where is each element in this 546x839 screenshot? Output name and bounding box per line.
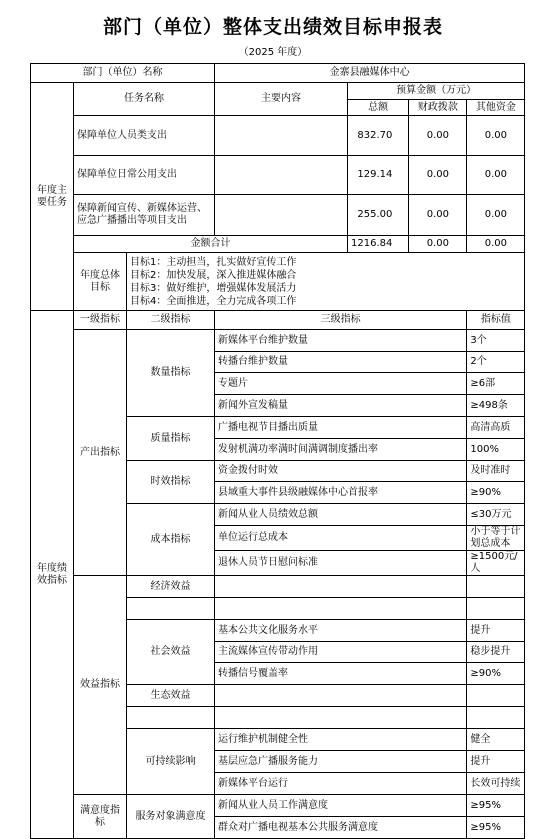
indicator-name: 新媒体平台维护数量	[215, 330, 467, 352]
indicator-name: 广播电视节目播出质量	[215, 417, 467, 439]
indicator-name	[215, 576, 467, 598]
indicator-name: 发射机满功率满时间满调制度播出率	[215, 439, 467, 461]
indicator-value: 3个	[467, 330, 525, 352]
task-sum-row	[31, 236, 525, 253]
indicator-value: 健全	[467, 729, 525, 751]
output-indicator-label: 产出指标	[74, 330, 127, 576]
cost-label: 成本指标	[127, 504, 215, 576]
indicator-name: 新媒体平台运行	[215, 773, 467, 795]
indicator-name: 群众对广播电视基本公共服务满意度	[215, 817, 467, 839]
task-row	[31, 156, 525, 195]
header-budget: 预算金额（万元）	[348, 83, 525, 100]
header-level2: 二级指标	[127, 311, 215, 330]
indicator-name: 转播信号覆盖率	[215, 663, 467, 685]
goals-cell	[127, 253, 525, 311]
indicator-name: 新闻外宣发稿量	[215, 395, 467, 417]
dept-name-value: 金寨县融媒体中心	[215, 64, 525, 83]
tasks-side-label: 年度主要任务	[31, 83, 74, 311]
economic-label: 经济效益	[127, 576, 215, 598]
indicator-name: 新闻从业人员工作满意度	[215, 795, 467, 817]
indicator-value: 提升	[467, 620, 525, 642]
indicator-value: ≥95%	[467, 817, 525, 839]
sum-fiscal: 0.00	[409, 236, 467, 253]
indicator-value: 100%	[467, 439, 525, 461]
indicator-value: 高清高质	[467, 417, 525, 439]
task-name: 保障单位日常公用支出	[74, 156, 215, 195]
indicator-value: ≥90%	[467, 663, 525, 685]
indicator-name: 基层应急广播服务能力	[215, 751, 467, 773]
task-total: 129.14	[348, 156, 409, 195]
header-main-content: 主要内容	[215, 83, 348, 116]
header-fiscal: 财政拨款	[409, 100, 467, 116]
goal-item: 目标4：全面推进，全力完成各项工作	[130, 295, 297, 307]
indicator-value: 小于等于计划总成本	[467, 526, 525, 551]
quality-label: 质量指标	[127, 417, 215, 461]
indicator-name	[215, 707, 467, 729]
goal-item: 目标2：加快发展，深入推进媒体融合	[130, 269, 297, 281]
task-name: 保障新闻宣传、新媒体运营、应急广播播出等项目支出	[74, 195, 215, 236]
task-fiscal: 0.00	[409, 156, 467, 195]
task-content	[215, 116, 348, 156]
header-level1: 一级指标	[74, 311, 127, 330]
header-level3: 三级指标	[215, 311, 467, 330]
service-satisfaction-label: 服务对象满意度	[127, 795, 215, 839]
task-other: 0.00	[467, 116, 525, 156]
task-other: 0.00	[467, 195, 525, 236]
indicator-value: ≥90%	[467, 482, 525, 504]
goals-side-label: 年度总体目标	[74, 253, 127, 311]
indicator-value: 及时准时	[467, 461, 525, 482]
header-total: 总额	[348, 100, 409, 116]
spacer-cell	[127, 598, 215, 620]
indicator-value: ≥1500元/人	[467, 551, 525, 576]
indicator-value: ≥6部	[467, 373, 525, 395]
indicator-value: 稳步提升	[467, 642, 525, 663]
task-total: 832.70	[348, 116, 409, 156]
quantity-label: 数量指标	[127, 330, 215, 417]
indicator-value: 长效可持续	[467, 773, 525, 795]
task-other: 0.00	[467, 156, 525, 195]
header-task-name: 任务名称	[74, 83, 215, 116]
timeliness-label: 时效指标	[127, 461, 215, 504]
indicator-value	[467, 707, 525, 729]
indicator-value	[467, 685, 525, 707]
social-label: 社会效益	[127, 620, 215, 685]
indicator-name: 主流媒体宣传带动作用	[215, 642, 467, 663]
header-value: 指标值	[467, 311, 525, 330]
indicators-side-label: 年度绩效指标	[31, 311, 74, 839]
ecological-label: 生态效益	[127, 685, 215, 707]
sum-total: 1216.84	[348, 236, 409, 253]
indicator-name: 新闻从业人员绩效总额	[215, 504, 467, 526]
indicator-name: 基本公共文化服务水平	[215, 620, 467, 642]
indicator-value	[467, 598, 525, 620]
indicator-value	[467, 576, 525, 598]
task-name: 保障单位人员类支出	[74, 116, 215, 156]
indicator-name: 单位运行总成本	[215, 526, 467, 551]
spacer-cell	[127, 707, 215, 729]
indicator-name: 专题片	[215, 373, 467, 395]
satisfaction-indicator-label: 满意度指标	[74, 795, 127, 839]
indicator-value: 2个	[467, 352, 525, 373]
task-content	[215, 156, 348, 195]
indicator-name: 资金拨付时效	[215, 461, 467, 482]
sustainable-label: 可持续影响	[127, 729, 215, 795]
sum-label: 金额合计	[74, 236, 348, 253]
indicator-value: ≥95%	[467, 795, 525, 817]
indicator-value: 提升	[467, 751, 525, 773]
task-content	[215, 195, 348, 236]
page-title: 部门（单位）整体支出绩效目标申报表	[102, 16, 443, 38]
dept-name-label: 部门（单位）名称	[31, 64, 215, 83]
performance-table	[30, 63, 525, 839]
indicator-name: 退休人员节日慰问标准	[215, 551, 467, 576]
goal-item: 目标3：做好维护，增强媒体发展活力	[130, 282, 297, 294]
indicator-name: 运行维护机制健全性	[215, 729, 467, 751]
header-other: 其他资金	[467, 100, 525, 116]
task-row	[31, 195, 525, 236]
goal-item: 目标1：主动担当，扎实做好宣传工作	[130, 256, 297, 268]
year-label: （2025 年度）	[238, 47, 308, 58]
indicator-name	[215, 598, 467, 620]
task-fiscal: 0.00	[409, 116, 467, 156]
task-total: 255.00	[348, 195, 409, 236]
benefit-indicator-label: 效益指标	[74, 576, 127, 795]
task-row	[31, 116, 525, 156]
indicator-value: ≥498条	[467, 395, 525, 417]
indicator-name: 转播台维护数量	[215, 352, 467, 373]
task-fiscal: 0.00	[409, 195, 467, 236]
indicator-name: 县域重大事件县级融媒体中心首报率	[215, 482, 467, 504]
sum-other: 0.00	[467, 236, 525, 253]
indicator-name	[215, 685, 467, 707]
indicator-value: ≤30万元	[467, 504, 525, 526]
